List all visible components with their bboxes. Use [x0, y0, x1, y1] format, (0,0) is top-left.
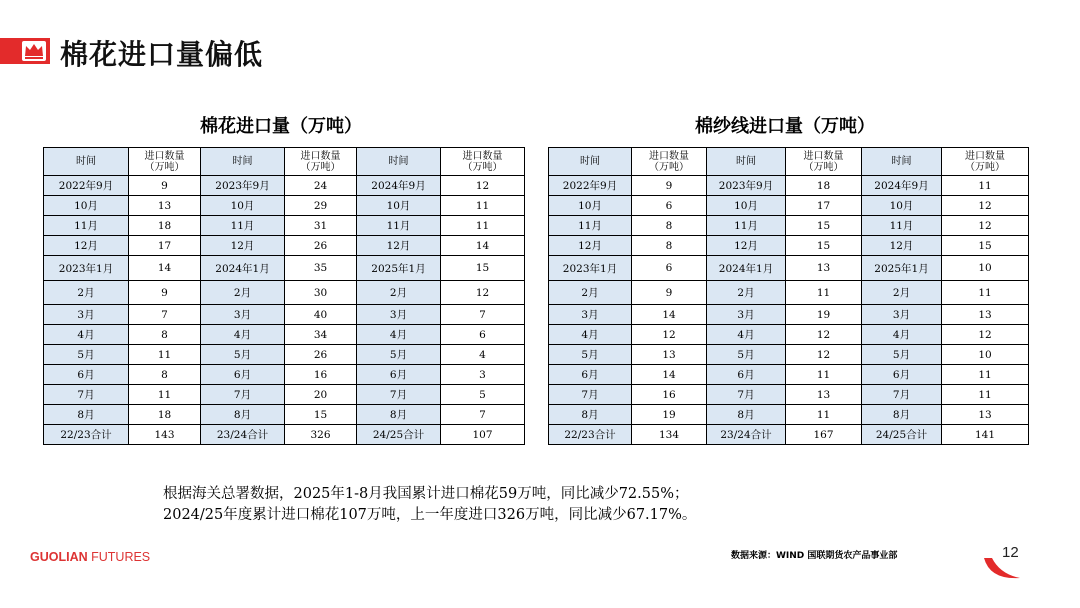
- time-cell: 2月: [549, 281, 632, 305]
- time-cell: 11月: [201, 216, 285, 236]
- time-cell: 5月: [44, 345, 129, 365]
- time-cell: 4月: [707, 325, 786, 345]
- table-row: [549, 325, 1029, 345]
- time-cell: 7月: [549, 385, 632, 405]
- qty-cell: 13: [786, 256, 862, 281]
- time-cell: 10月: [549, 196, 632, 216]
- qty-cell: 12: [441, 176, 525, 196]
- time-cell: 11月: [44, 216, 129, 236]
- page-title: 棉花进口量偏低: [60, 38, 264, 71]
- qty-cell: 7: [129, 305, 201, 325]
- qty-cell: 19: [632, 405, 707, 425]
- qty-cell: 11: [942, 385, 1029, 405]
- time-cell: 24/25合计: [862, 425, 942, 445]
- qty-cell: 17: [129, 236, 201, 256]
- time-cell: 2023年1月: [549, 256, 632, 281]
- table-row: [44, 256, 525, 281]
- qty-cell: 20: [285, 385, 357, 405]
- qty-cell: 11: [786, 281, 862, 305]
- time-cell: 6月: [201, 365, 285, 385]
- table-row: [44, 345, 525, 365]
- summary-note: [163, 484, 696, 526]
- qty-cell: 16: [285, 365, 357, 385]
- time-cell: 12月: [862, 236, 942, 256]
- time-cell: 2月: [44, 281, 129, 305]
- qty-cell: 11: [441, 196, 525, 216]
- time-cell: 11月: [862, 216, 942, 236]
- qty-cell: 26: [285, 236, 357, 256]
- qty-cell: 134: [632, 425, 707, 445]
- summary-line-2: 2024/25年度累计进口棉花107万吨，上一年度进口326万吨，同比减少67.17%。: [163, 507, 697, 523]
- time-cell: 5月: [707, 345, 786, 365]
- time-cell: 7月: [862, 385, 942, 405]
- qty-cell: 16: [632, 385, 707, 405]
- qty-cell: 15: [285, 405, 357, 425]
- time-cell: 23/24合计: [707, 425, 786, 445]
- table-row: [44, 425, 525, 445]
- time-cell: 12月: [201, 236, 285, 256]
- qty-cell: 11: [942, 176, 1029, 196]
- qty-cell: 11: [786, 365, 862, 385]
- qty-cell: 143: [129, 425, 201, 445]
- time-cell: 10月: [201, 196, 285, 216]
- time-cell: 7月: [357, 385, 441, 405]
- qty-cell: 326: [285, 425, 357, 445]
- time-cell: 3月: [549, 305, 632, 325]
- table-row: [549, 176, 1029, 196]
- time-cell: 3月: [862, 305, 942, 325]
- time-cell: 8月: [201, 405, 285, 425]
- qty-cell: 11: [129, 385, 201, 405]
- time-cell: 3月: [707, 305, 786, 325]
- time-cell: 2月: [357, 281, 441, 305]
- header-time: 时间: [357, 148, 441, 176]
- qty-cell: 11: [786, 405, 862, 425]
- header-time: 时间: [862, 148, 942, 176]
- qty-cell: 13: [632, 345, 707, 365]
- time-cell: 12月: [707, 236, 786, 256]
- time-cell: 2023年9月: [707, 176, 786, 196]
- qty-cell: 7: [441, 305, 525, 325]
- table-row: [44, 216, 525, 236]
- qty-cell: 6: [632, 256, 707, 281]
- time-cell: 2023年9月: [201, 176, 285, 196]
- header-time: 时间: [549, 148, 632, 176]
- qty-cell: 17: [786, 196, 862, 216]
- time-cell: 4月: [44, 325, 129, 345]
- header-qty: 进口数量 （万吨）: [942, 148, 1029, 176]
- time-cell: 11月: [707, 216, 786, 236]
- time-cell: 8月: [44, 405, 129, 425]
- qty-cell: 9: [632, 176, 707, 196]
- qty-cell: 13: [942, 405, 1029, 425]
- time-cell: 5月: [357, 345, 441, 365]
- time-cell: 5月: [862, 345, 942, 365]
- table-row: [549, 385, 1029, 405]
- table-row: [549, 365, 1029, 385]
- time-cell: 12月: [44, 236, 129, 256]
- time-cell: 3月: [357, 305, 441, 325]
- qty-cell: 12: [786, 345, 862, 365]
- qty-cell: 12: [942, 325, 1029, 345]
- qty-cell: 8: [129, 365, 201, 385]
- qty-cell: 30: [285, 281, 357, 305]
- qty-cell: 14: [129, 256, 201, 281]
- time-cell: 4月: [862, 325, 942, 345]
- header-qty: 进口数量 （万吨）: [285, 148, 357, 176]
- table-row: [44, 325, 525, 345]
- qty-cell: 9: [129, 176, 201, 196]
- table-row: [44, 365, 525, 385]
- time-cell: 11月: [549, 216, 632, 236]
- qty-cell: 26: [285, 345, 357, 365]
- table-header-row: [44, 148, 525, 176]
- table-row: [44, 385, 525, 405]
- time-cell: 6月: [862, 365, 942, 385]
- qty-cell: 10: [942, 345, 1029, 365]
- time-cell: 10月: [862, 196, 942, 216]
- time-cell: 5月: [201, 345, 285, 365]
- table-row: [44, 281, 525, 305]
- yarn-table-title: 棉纱线进口量（万吨）: [695, 116, 875, 137]
- time-cell: 22/23合计: [44, 425, 129, 445]
- table-row: [549, 216, 1029, 236]
- qty-cell: 11: [942, 281, 1029, 305]
- qty-cell: 34: [285, 325, 357, 345]
- time-cell: 2024年9月: [862, 176, 942, 196]
- crown-icon: [22, 41, 46, 61]
- header-qty: 进口数量 （万吨）: [632, 148, 707, 176]
- qty-cell: 14: [441, 236, 525, 256]
- table-row: [549, 305, 1029, 325]
- time-cell: 2025年1月: [357, 256, 441, 281]
- qty-cell: 9: [129, 281, 201, 305]
- qty-cell: 24: [285, 176, 357, 196]
- time-cell: 4月: [201, 325, 285, 345]
- time-cell: 4月: [357, 325, 441, 345]
- time-cell: 2022年9月: [549, 176, 632, 196]
- table-row: [44, 236, 525, 256]
- time-cell: 3月: [201, 305, 285, 325]
- time-cell: 12月: [357, 236, 441, 256]
- qty-cell: 11: [942, 365, 1029, 385]
- table-row: [549, 345, 1029, 365]
- table-row: [44, 176, 525, 196]
- table-row: [44, 305, 525, 325]
- qty-cell: 15: [786, 236, 862, 256]
- header-time: 时间: [44, 148, 129, 176]
- time-cell: 6月: [549, 365, 632, 385]
- qty-cell: 3: [441, 365, 525, 385]
- table-row: [44, 196, 525, 216]
- qty-cell: 15: [786, 216, 862, 236]
- time-cell: 2024年1月: [707, 256, 786, 281]
- time-cell: 2024年1月: [201, 256, 285, 281]
- time-cell: 6月: [707, 365, 786, 385]
- time-cell: 2024年9月: [357, 176, 441, 196]
- header-qty: 进口数量 （万吨）: [786, 148, 862, 176]
- header-qty: 进口数量 （万吨）: [129, 148, 201, 176]
- time-cell: 11月: [357, 216, 441, 236]
- qty-cell: 29: [285, 196, 357, 216]
- time-cell: 23/24合计: [201, 425, 285, 445]
- time-cell: 10月: [707, 196, 786, 216]
- qty-cell: 6: [632, 196, 707, 216]
- qty-cell: 19: [786, 305, 862, 325]
- qty-cell: 12: [786, 325, 862, 345]
- time-cell: 22/23合计: [549, 425, 632, 445]
- time-cell: 2月: [707, 281, 786, 305]
- cotton-table-title: 棉花进口量（万吨）: [200, 116, 362, 137]
- qty-cell: 5: [441, 385, 525, 405]
- qty-cell: 11: [129, 345, 201, 365]
- table-header-row: [549, 148, 1029, 176]
- table-row: [549, 236, 1029, 256]
- qty-cell: 4: [441, 345, 525, 365]
- qty-cell: 13: [942, 305, 1029, 325]
- table-row: [549, 425, 1029, 445]
- time-cell: 7月: [44, 385, 129, 405]
- qty-cell: 31: [285, 216, 357, 236]
- time-cell: 10月: [44, 196, 129, 216]
- qty-cell: 167: [786, 425, 862, 445]
- table-row: [549, 281, 1029, 305]
- qty-cell: 12: [942, 216, 1029, 236]
- cotton-import-table: [43, 147, 525, 445]
- qty-cell: 18: [786, 176, 862, 196]
- table-row: [549, 405, 1029, 425]
- qty-cell: 40: [285, 305, 357, 325]
- qty-cell: 15: [441, 256, 525, 281]
- time-cell: 3月: [44, 305, 129, 325]
- time-cell: 24/25合计: [357, 425, 441, 445]
- header-qty: 进口数量 （万吨）: [441, 148, 525, 176]
- qty-cell: 8: [632, 236, 707, 256]
- company-logo: GUOLIAN FUTURES: [30, 550, 151, 564]
- qty-cell: 9: [632, 281, 707, 305]
- qty-cell: 35: [285, 256, 357, 281]
- qty-cell: 15: [942, 236, 1029, 256]
- time-cell: 2022年9月: [44, 176, 129, 196]
- qty-cell: 6: [441, 325, 525, 345]
- qty-cell: 12: [441, 281, 525, 305]
- summary-line-1: 根据海关总署数据，2025年1-8月我国累计进口棉花59万吨，同比减少72.55%；: [163, 486, 689, 502]
- time-cell: 2023年1月: [44, 256, 129, 281]
- header-time: 时间: [201, 148, 285, 176]
- header-time: 时间: [707, 148, 786, 176]
- time-cell: 8月: [862, 405, 942, 425]
- qty-cell: 10: [942, 256, 1029, 281]
- table-row: [549, 196, 1029, 216]
- time-cell: 8月: [549, 405, 632, 425]
- time-cell: 6月: [44, 365, 129, 385]
- qty-cell: 13: [786, 385, 862, 405]
- qty-cell: 7: [441, 405, 525, 425]
- qty-cell: 107: [441, 425, 525, 445]
- time-cell: 2月: [201, 281, 285, 305]
- qty-cell: 11: [441, 216, 525, 236]
- time-cell: 5月: [549, 345, 632, 365]
- time-cell: 12月: [549, 236, 632, 256]
- qty-cell: 141: [942, 425, 1029, 445]
- qty-cell: 13: [129, 196, 201, 216]
- time-cell: 2月: [862, 281, 942, 305]
- time-cell: 10月: [357, 196, 441, 216]
- qty-cell: 12: [632, 325, 707, 345]
- qty-cell: 18: [129, 216, 201, 236]
- time-cell: 7月: [707, 385, 786, 405]
- qty-cell: 18: [129, 405, 201, 425]
- time-cell: 6月: [357, 365, 441, 385]
- qty-cell: 8: [129, 325, 201, 345]
- table-row: [44, 405, 525, 425]
- qty-cell: 8: [632, 216, 707, 236]
- page-number: 12: [1002, 544, 1019, 561]
- time-cell: 8月: [357, 405, 441, 425]
- qty-cell: 12: [942, 196, 1029, 216]
- time-cell: 7月: [201, 385, 285, 405]
- yarn-import-table: [548, 147, 1029, 445]
- table-row: [549, 256, 1029, 281]
- qty-cell: 14: [632, 365, 707, 385]
- qty-cell: 14: [632, 305, 707, 325]
- data-source: 数据来源：WIND 国联期货农产品事业部: [731, 551, 898, 561]
- time-cell: 4月: [549, 325, 632, 345]
- time-cell: 8月: [707, 405, 786, 425]
- time-cell: 2025年1月: [862, 256, 942, 281]
